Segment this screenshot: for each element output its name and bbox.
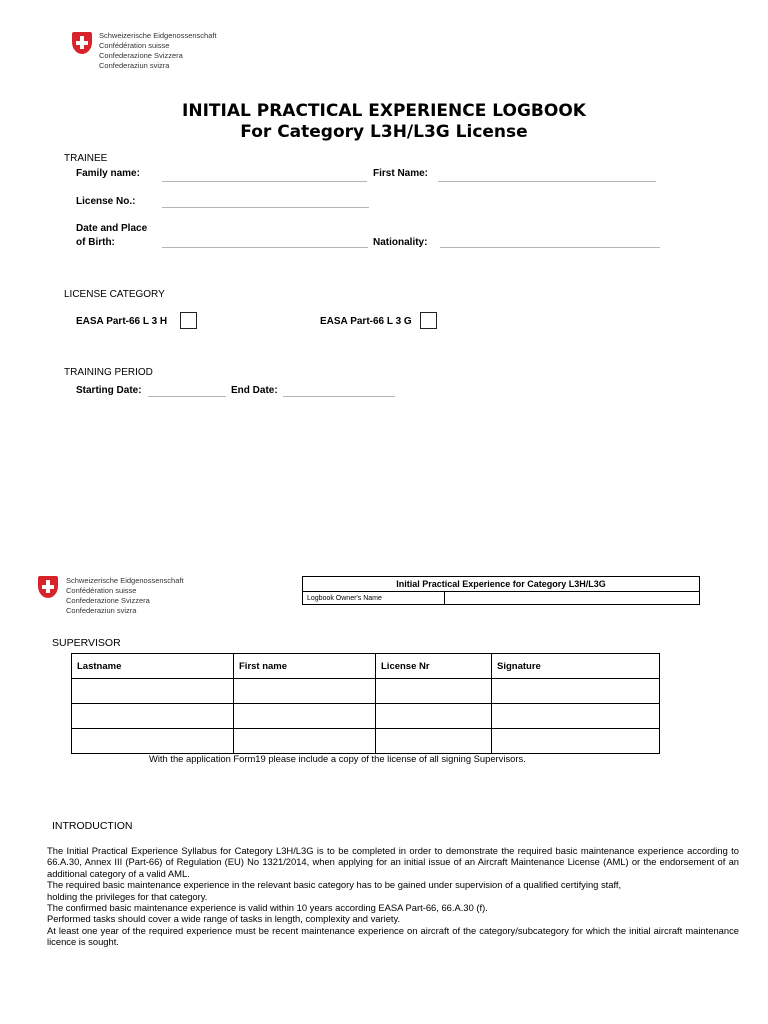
first-name-cell[interactable]	[234, 704, 376, 729]
birth-label-1: Date and Place	[76, 223, 148, 234]
logo-line: Confederazione Svizzera	[99, 51, 183, 60]
birth-label-2: of Birth:	[76, 237, 115, 248]
table-row	[72, 679, 660, 704]
swiss-cross-icon	[38, 576, 58, 598]
l3g-checkbox[interactable]	[420, 312, 437, 329]
lastname-cell[interactable]	[72, 704, 234, 729]
logo-line: Confédération suisse	[66, 586, 137, 595]
logo-line: Confederaziun svizra	[99, 61, 170, 70]
logo-line: Confederaziun svizra	[66, 606, 137, 615]
swiss-logo	[72, 31, 222, 73]
intro-paragraph: The confirmed basic maintenance experience is valid within 10 years according EASA Part-66, 66.A.30 (f).	[47, 902, 488, 914]
logo-line: Confédération suisse	[99, 41, 170, 50]
supervisor-heading: SUPERVISOR	[52, 637, 121, 649]
supervisor-table	[71, 653, 660, 754]
title-line-1: INITIAL PRACTICAL EXPERIENCE LOGBOOK	[182, 101, 586, 121]
end-date-field[interactable]	[283, 396, 395, 397]
intro-paragraph: The required basic maintenance experience in the relevant basic category has to be gained under supervision of a qualified certifying staff,	[47, 879, 622, 891]
swiss-logo-2	[38, 576, 198, 618]
lastname-cell[interactable]	[72, 729, 234, 754]
starting-date-field[interactable]	[148, 396, 226, 397]
col-license-nr: License Nr	[376, 654, 492, 679]
first-name-field[interactable]	[438, 181, 656, 182]
first-name-label: First Name:	[373, 168, 429, 179]
swiss-cross-icon	[72, 32, 92, 54]
license-nr-cell[interactable]	[376, 729, 492, 754]
nationality-field[interactable]	[440, 247, 660, 248]
col-signature: Signature	[492, 654, 660, 679]
first-name-cell[interactable]	[234, 729, 376, 754]
license-no-field[interactable]	[162, 207, 369, 208]
license-category-heading: LICENSE CATEGORY	[64, 289, 165, 300]
col-lastname: Lastname	[72, 654, 234, 679]
page-header-box	[302, 576, 700, 605]
intro-paragraph: Performed tasks should cover a wide range of tasks in length, complexity and variety.	[47, 913, 401, 925]
birth-field[interactable]	[162, 247, 368, 248]
col-first-name: First name	[234, 654, 376, 679]
license-nr-cell[interactable]	[376, 679, 492, 704]
supervisor-note: With the application Form19 please include a copy of the license of all signing Supervisors.	[149, 753, 526, 764]
license-nr-cell[interactable]	[376, 704, 492, 729]
nationality-label: Nationality:	[373, 237, 428, 248]
signature-cell[interactable]	[492, 704, 660, 729]
lastname-cell[interactable]	[72, 679, 234, 704]
owner-name-label: Logbook Owner's Name	[303, 592, 445, 605]
title-line-2: For Category L3H/L3G License	[240, 122, 528, 142]
table-row	[72, 729, 660, 754]
first-name-cell[interactable]	[234, 679, 376, 704]
option-l3h-label: EASA Part-66 L 3 H	[76, 316, 168, 327]
document-title	[0, 101, 768, 143]
logo-line: Confederazione Svizzera	[66, 596, 150, 605]
logo-line: Schweizerische Eidgenossenschaft	[99, 31, 217, 40]
l3h-checkbox[interactable]	[180, 312, 197, 329]
intro-paragraph: holding the privileges for that category.	[47, 890, 208, 902]
signature-cell[interactable]	[492, 729, 660, 754]
option-l3g-label: EASA Part-66 L 3 G	[320, 316, 412, 327]
logo-text	[99, 31, 217, 71]
license-no-label: License No.:	[76, 196, 136, 207]
page-header-title: Initial Practical Experience for Category L3H/L3G	[303, 577, 700, 592]
logo-text	[66, 576, 184, 616]
owner-name-field[interactable]	[445, 592, 700, 605]
introduction-body	[47, 845, 739, 948]
logo-line: Schweizerische Eidgenossenschaft	[66, 576, 184, 585]
intro-paragraph: The Initial Practical Experience Syllabus for Category L3H/L3G is to be completed in order to demonstrate the required basic maintenance experience according to 66.A.30, Annex III (Part-66) of Regulation (EU) No 1321/2014, when applying for an initial issue of an Aircraft Maintenance License (AML) or the endorsement of an additional category of a valid AML.	[47, 845, 739, 879]
starting-date-label: Starting Date:	[76, 385, 142, 396]
signature-cell[interactable]	[492, 679, 660, 704]
end-date-label: End Date:	[231, 385, 278, 396]
trainee-heading: TRAINEE	[64, 153, 108, 164]
training-period-heading: TRAINING PERIOD	[64, 367, 153, 378]
intro-paragraph: At least one year of the required experience must be recent maintenance experience on aircraft of the category/subcategory for which the initial aircraft maintenance licence is sought.	[47, 924, 739, 948]
introduction-heading: INTRODUCTION	[52, 820, 133, 832]
family-name-label: Family name:	[76, 168, 140, 179]
table-row	[72, 704, 660, 729]
family-name-field[interactable]	[162, 181, 367, 182]
